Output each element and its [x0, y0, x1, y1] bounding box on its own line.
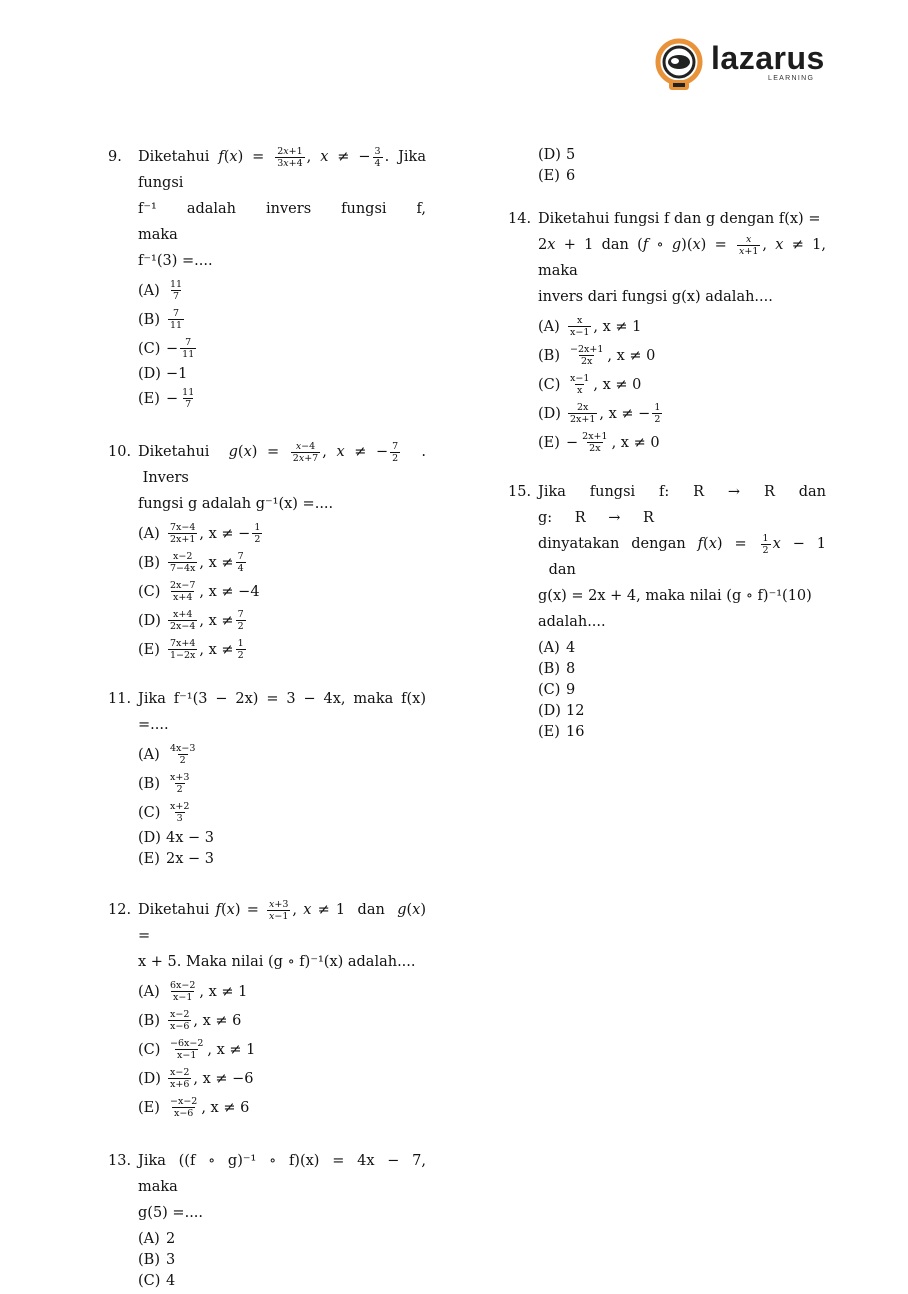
- logo-subtitle: LEARNING: [768, 75, 815, 82]
- right-column: [508, 144, 826, 742]
- stem-line: invers dari fungsi g(x) adalah....: [538, 289, 773, 305]
- option-d[interactable]: (D) 12: [538, 702, 585, 719]
- question-stem: [138, 1148, 426, 1226]
- lazarus-astronaut-icon: [655, 36, 707, 94]
- question-9: [108, 144, 426, 413]
- option-d[interactable]: (D) 5: [538, 146, 576, 163]
- question-stem: [138, 144, 426, 274]
- option-a[interactable]: (A) 2: [138, 1230, 176, 1247]
- question-stem: [138, 897, 426, 975]
- option-a[interactable]: (A) $\frac{4x-3}{2}$: [138, 743, 196, 766]
- stem-line: f⁻¹ adalah invers fungsi f, maka: [138, 201, 426, 243]
- question-number: 15.: [508, 484, 532, 500]
- option-a[interactable]: (A) $\frac{11}{7}$: [138, 279, 183, 302]
- stem-line: Diketahui g(x) = $\frac{x-4}{2x+7}$ , x ≠ − $\frac{7}{2}$ . Invers: [138, 440, 427, 486]
- option-e[interactable]: (E) 6: [538, 167, 576, 184]
- stem-line: Diketahui fungsi f dan g dengan f(x) =: [538, 211, 821, 227]
- option-e[interactable]: (E) 2x − 3: [138, 850, 214, 867]
- question-stem: [138, 686, 426, 738]
- option-c[interactable]: (C) − $\frac{7}{11}$: [138, 337, 195, 360]
- option-b[interactable]: (B) $\frac{-2x+1}{2x}$ , x ≠ 0: [538, 344, 656, 367]
- stem-line: Jika f⁻¹(3 − 2x) = 3 − 4x, maka f(x) =....: [138, 691, 426, 733]
- question-stem: [538, 479, 826, 635]
- question-11: [108, 686, 426, 869]
- option-a[interactable]: (A) $\frac{6x-2}{x-1}$ , x ≠ 1: [138, 980, 248, 1003]
- option-list: [138, 1228, 426, 1291]
- stem-line: adalah....: [538, 614, 606, 630]
- option-b[interactable]: (B) $\frac{x-2}{7-4x}$ , x ≠ $\frac{7}{4}$: [138, 551, 244, 574]
- option-c[interactable]: (C) $\frac{x+2}{3}$: [138, 801, 190, 824]
- question-number: 13.: [108, 1153, 132, 1169]
- option-b[interactable]: (B) $\frac{x-2}{x-6}$ , x ≠ 6: [138, 1009, 242, 1032]
- option-d[interactable]: (D) 4x − 3: [138, 829, 214, 846]
- stem-line: 2x + 1 dan (f ∘ g)(x) = $\frac{x}{x+1}$ , x ≠ 1, maka: [538, 233, 827, 279]
- option-e[interactable]: (E) 16: [538, 723, 585, 740]
- stem-line: x + 5. Maka nilai (g ∘ f)⁻¹(x) adalah....: [138, 954, 416, 970]
- question-14: [508, 206, 826, 457]
- option-c[interactable]: (C) $\frac{-6x-2}{x-1}$ , x ≠ 1: [138, 1038, 256, 1061]
- question-number: 14.: [508, 211, 532, 227]
- stem-line: fungsi g adalah g⁻¹(x) =....: [138, 496, 334, 512]
- option-list: [138, 276, 426, 413]
- question-number: 9.: [108, 149, 122, 165]
- option-e[interactable]: (E) − $\frac{11}{7}$: [138, 387, 195, 410]
- option-d[interactable]: (D) $\frac{x-2}{x+6}$ , x ≠ −6: [138, 1067, 254, 1090]
- option-b[interactable]: (B) $\frac{x+3}{2}$: [138, 772, 190, 795]
- stem-line: f⁻¹(3) =....: [138, 253, 213, 269]
- left-column: [108, 144, 426, 1291]
- stem-line: Diketahui f(x) = $\frac{2x+1}{3x+4}$ , x ≠ − $\frac{3}{4}$ . Jika fungsi: [138, 145, 426, 191]
- option-list: [538, 312, 826, 457]
- logo-wordmark: lazarus: [711, 40, 825, 76]
- option-b[interactable]: (B) 8: [538, 660, 576, 677]
- option-d[interactable]: (D) $\frac{x+4}{2x-4}$ , x ≠ $\frac{7}{2}$: [138, 609, 244, 632]
- option-b[interactable]: (B) 3: [138, 1251, 176, 1268]
- question-13: [108, 1148, 426, 1291]
- question-13-continued: [508, 144, 826, 186]
- stem-line: Jika fungsi f: R → R dan g: R → R: [538, 484, 826, 526]
- option-e[interactable]: (E) $\frac{-x-2}{x-6}$ , x ≠ 6: [138, 1096, 250, 1119]
- option-b[interactable]: (B) $\frac{7}{11}$: [138, 308, 183, 331]
- question-10: [108, 439, 426, 664]
- option-list: [138, 740, 426, 869]
- option-list: [138, 519, 426, 664]
- stem-line: dinyatakan dengan f(x) = $\frac{1}{2}$ x − 1 dan: [538, 532, 826, 578]
- option-list: [538, 637, 826, 742]
- option-list: [138, 977, 426, 1122]
- stem-line: g(x) = 2x + 4, maka nilai (g ∘ f)⁻¹(10): [538, 588, 812, 604]
- stem-line: g(5) =....: [138, 1205, 204, 1221]
- option-e[interactable]: (E) $\frac{7x+4}{1-2x}$ , x ≠ $\frac{1}{2}$: [138, 638, 244, 661]
- stem-line: Jika ((f ∘ g)⁻¹ ∘ f)(x) = 4x − 7, maka: [138, 1153, 426, 1195]
- option-d[interactable]: (D) $\frac{2x}{2x+1}$ , x ≠ − $\frac{1}{2}$: [538, 402, 661, 425]
- option-a[interactable]: (A) $\frac{7x-4}{2x+1}$ , x ≠ − $\frac{1}{2}$: [138, 522, 261, 545]
- option-a[interactable]: (A) $\frac{x}{x-1}$ , x ≠ 1: [538, 315, 642, 338]
- lazarus-logo: [655, 36, 825, 96]
- question-number: 10.: [108, 444, 132, 460]
- option-c[interactable]: (C) $\frac{x-1}{x}$ , x ≠ 0: [538, 373, 642, 396]
- question-number: 12.: [108, 902, 132, 918]
- question-stem: [538, 206, 826, 310]
- question-stem: [138, 439, 426, 517]
- option-c[interactable]: (C) 9: [538, 681, 576, 698]
- option-a[interactable]: (A) 4: [538, 639, 576, 656]
- option-d[interactable]: (D) −1: [138, 365, 188, 382]
- question-12: [108, 897, 426, 1122]
- option-c[interactable]: (C) $\frac{2x-7}{x+4}$ , x ≠ −4: [138, 580, 260, 603]
- question-15: [508, 479, 826, 742]
- option-c[interactable]: (C) 4: [138, 1272, 176, 1289]
- question-number: 11.: [108, 691, 132, 707]
- stem-line: Diketahui f(x) = $\frac{x+3}{x-1}$ , x ≠ 1 dan g(x) =: [138, 898, 427, 944]
- option-e[interactable]: (E) − $\frac{2x+1}{2x}$ , x ≠ 0: [538, 431, 660, 454]
